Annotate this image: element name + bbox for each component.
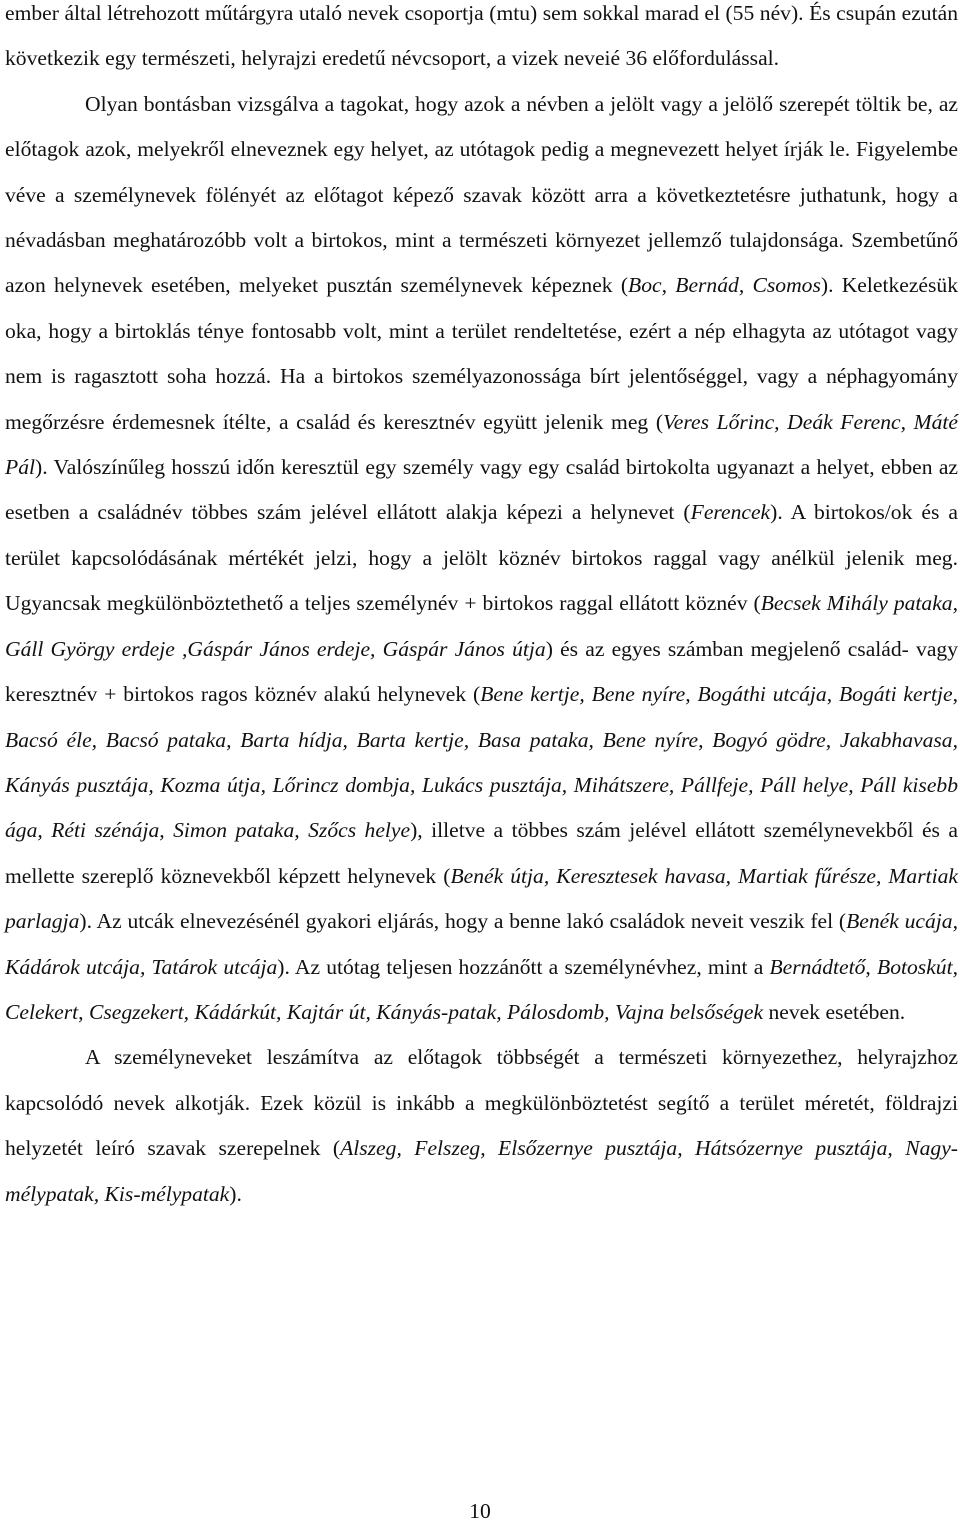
text-segment: ). Valószínűleg hosszú időn keresztül egy személy vagy egy család birtokolta ugyanazt a helyet, ebben az esetben a családnév többes szám jelével ellátott alakja képezi a helynevet ( <box>5 455 958 525</box>
italic-place-names: Benék útja, Keresztesek havasa, Martiak fűrésze, Martiak parlagja <box>5 863 958 934</box>
text-segment: ). Az utótag teljesen hozzánőtt a személynévhez, mint a <box>277 954 770 979</box>
paragraph-3 <box>5 1035 958 1217</box>
italic-place-names: Becsek Mihály pataka, Gáll György erdeje ,Gáspár János erdeje, Gáspár János útja <box>5 591 958 661</box>
paragraph-2 <box>5 82 958 1036</box>
page-number: 10 <box>469 1499 491 1523</box>
text-segment: Olyan bontásban vizsgálva a tagokat, hogy azok a névben a jelölt vagy a jelölő szerepét töltik be, az előtagok azok, melyekről elneveznek egy helyet, az utótagok pedig a megnevezett helyet írják le. Figyelembe véve a személynevek fölényét az előtagot képező szavak között arra a következtetésre juthatunk, hogy a névadásban meghatározóbb volt a birtokos, mint a természeti környezet jellemző tulajdonsága. Szembetűnő azon helynevek esetében, melyeket pusztán személynevek képeznek ( <box>5 91 958 298</box>
italic-place-names: Alszeg, Felszeg, Elsőzernye pusztája, Hátsózernye pusztája, Nagy-mélypatak, Kis-mélypatak <box>5 1136 958 1206</box>
text-segment: ). Keletkezésük oka, hogy a birtoklás ténye fontosabb volt, mint a terület rendeltetése, ezért a nép elhagyta az utótagot vagy nem is ragasztott soha hozzá. Ha a birtokos személyazonossága bírt jelentőséggel, vagy a néphagyomány megőrzésre érdemesnek ítélte, a család és keresztnév együtt jelenik meg ( <box>5 273 959 434</box>
text-segment: nevek esetében. <box>763 999 906 1024</box>
italic-place-names: Veres Lőrinc, Deák Ferenc, Máté Pál <box>5 409 958 480</box>
text-segment: ember által létrehozott műtárgyra utaló nevek csoportja (mtu) sem sokkal marad el (55 név). És csupán ezután következik egy természeti, helyrajzi eredetű névcsoport, a vizek neveié 36 előfordulással. <box>5 1 958 71</box>
italic-place-names: Bene kertje, Bene nyíre, Bogáthi utcája, Bogáti kertje, Bacsó éle, Bacsó pataka, Barta hídja, Barta kertje, Basa pataka, Bene nyíre, Bogyó gödre, Jakabhavasa, Kányás pusztája, Kozma útja, Lőrincz dombja, Lukács pusztája, Mihátszere, Pállfeje, Páll helye, Páll kisebb ága, Réti szénája, Simon pataka, Szőcs helye <box>5 682 958 843</box>
italic-place-names: Boc, Bernád, Csomos <box>628 273 821 298</box>
text-segment: ), illetve a többes szám jelével ellátott személynevekből és a mellette szereplő köznevekből képzett helynevek ( <box>5 818 958 888</box>
text-segment: ) és az egyes számban megjelenő család- vagy keresztnév + birtokos ragos köznév alakú helynevek ( <box>5 636 958 707</box>
italic-place-names: Benék ucája, Kádárok utcája, Tatárok utcája <box>5 909 958 979</box>
text-segment: ). A birtokos/ok és a terület kapcsolódásának mértékét jelzi, hogy a jelölt köznév birtokos raggal vagy anélkül jelenik meg. Ugyancsak megkülönböztethető a teljes személynév + birtokos raggal ellátott köznév ( <box>5 500 958 616</box>
text-segment: ). Az utcák elnevezésénél gyakori eljárás, hogy a benne lakó családok neveit veszik fel ( <box>79 909 847 934</box>
paragraph-1 <box>5 0 958 82</box>
document-page <box>5 0 958 1217</box>
italic-place-names: Bernádtető, Botoskút, Celekert, Csegzekert, Kádárkút, Kajtár út, Kányás-patak, Pálosdomb, Vajna belsőségek <box>5 954 958 1024</box>
text-segment: A személyneveket leszámítva az előtagok többségét a természeti környezethez, helyrajzhoz kapcsolódó nevek alkotják. Ezek közül is inkább a megkülönböztetést segítő a terület méretét, földrajzi helyzetét leíró szavak szerepelnek ( <box>5 1045 958 1161</box>
italic-place-names: Ferencek <box>690 500 771 525</box>
text-segment: ). <box>229 1181 242 1206</box>
